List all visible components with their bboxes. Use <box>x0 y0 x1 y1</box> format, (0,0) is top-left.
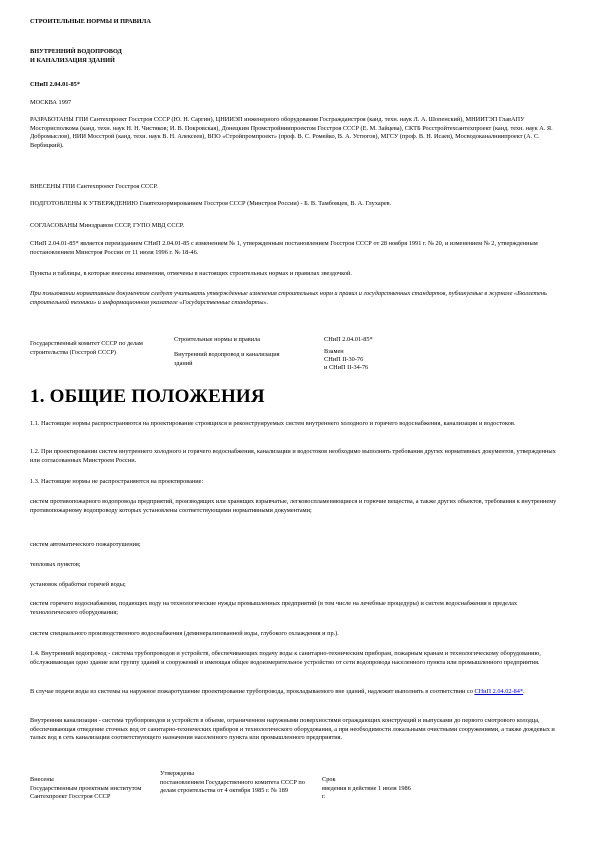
list-item: систем специального производственного водоснабжения (деминерализованной воды, глубокого охлаждения и пр.). <box>30 630 339 637</box>
footer-introduced-label: Внесены <box>30 776 54 783</box>
footer-approved-by: постановлением Государственного комитета СССР по делам строительства от 4 октября 1985 г. № 189 <box>160 778 305 795</box>
prepared-paragraph: ПОДГОТОВЛЕНЫ К УТВЕРЖДЕНИЮ Главтехнормированием Госстроя СССР (Минстроя России) - Б. В. Тамбовцев, В. А. Глухарев. <box>30 200 392 207</box>
doc-type: СТРОИТЕЛЬНЫЕ НОРМЫ И ПРАВИЛА <box>30 18 151 25</box>
title-block-subject: Внутренний водопровод и канализация зданий <box>174 351 280 367</box>
list-item: систем противопожарного водопровода предприятий, производящих или хранящих взрывчатые, легковоспламеняющиеся и горючие вещества, а также других объектов, требования к внутреннему противопожарному водопроводу которых установлены соответствующими нормативными документами; <box>30 498 557 514</box>
footer-term-value: введения в действие 1 июля 1986 г. <box>322 784 411 801</box>
title-block-replace-1: СНиП II-30-76 <box>324 356 364 363</box>
paragraph-1-1: 1.1. Настоящие нормы распространяются на проектирование строящихся и реконструируемых систем внутреннего холодного и горячего водоснабжения, канализации и водостоков. <box>30 420 516 427</box>
footer-approved-label: Утверждены <box>160 770 195 777</box>
developed-by-paragraph: РАЗРАБОТАНЫ ГПИ Сантехпроект Госстроя СССР (Ю. Н. Саргин), ЦНИИЭП инженерного оборудования Госгражданстроя (канд. техн. наук Л. А. Шопенский), МНИИТЭП ГлавАПУ Мосгорисполкома (канд. техн. наук Н. Н. Чистяков; И. В. Покровская), Донецким Промстройниипроектом Госстроя СССР (Е. М. Зайцева), СКТБ Росстройтехсантехпроект (канд. техн. наук А. Я. Добромыслов), НИИ Мосстрой (канд. техн. наук В. Н. Алексеев), ВПО «Стройпромпроект» (проф. В. С. Ромейко, В. А. Устюгов), МГСУ (проф. В. Н. Исаев), Мосводоканалниипроект (А. С. Вербицкий). <box>30 116 553 149</box>
footer-term <box>322 776 412 802</box>
snip-link[interactable]: СНиП 2.04.02-84* <box>474 688 524 695</box>
city-year: МОСКВА 1997 <box>30 99 72 106</box>
footer-introduced-by: Государственным проектным институтом Сантехпроект Госстроя СССР <box>30 784 142 801</box>
title-block-norms: Строительные нормы и правила <box>174 336 261 343</box>
italic-note-paragraph: При пользовании нормативным документом следует учитывать утвержденные изменения строительных норм и правил и государственных стандартов, публикуемые в журнале «Бюллетень строительной техники» и информационном указателе «Государственные стандарты». <box>30 290 547 306</box>
list-item: систем автоматического пожаротушения; <box>30 541 141 548</box>
title-block-replace-label: Взамен <box>324 348 344 355</box>
fire-paragraph <box>30 688 565 697</box>
doc-code: СНиП 2.04.01-85* <box>30 81 80 88</box>
section-heading: 1. ОБЩИЕ ПОЛОЖЕНИЯ <box>30 386 265 407</box>
list-item: установок обработки горячей воды; <box>30 581 126 588</box>
footer-introduced <box>30 776 142 802</box>
title-block-replace-2: и СНиП II-34-76 <box>324 364 369 371</box>
paragraph-1-4: 1.4. Внутренний водопровод - система трубопроводов и устройств, обеспечивающих подачу воды к санитарно-техническим приборам, пожарным кранам и технологическому оборудованию, обслуживающая одно здание или группу зданий и сооружений и имеющая общее водоизмерительное устройство от сети водопровода населенного пункта или промышленного предприятия. <box>30 650 541 666</box>
agreed-paragraph: СОГЛАСОВАНЫ Минздравом СССР, ГУПО МВД СССР. <box>30 222 185 229</box>
doc-title-line-2: И КАНАЛИЗАЦИЯ ЗДАНИЙ <box>30 57 115 64</box>
footer-term-label: Срок <box>322 776 336 783</box>
sewer-paragraph: Внутренняя канализация - система трубопроводов и устройств в объеме, ограниченном наружными поверхностями ограждающих конструкций и выпусками до первого смотрового колодца, обеспечивающая отведение сточных вод от санитарно-технических приборов и технологического оборудования, а при необходимости локальными очистными сооружениями, а также дождевых и талых вод в сеть канализации соответствующего назначения населенного пункта или промышленного предприятия. <box>30 717 555 742</box>
introduced-paragraph: ВНЕСЕНЫ ГПИ Сантехпроект Госстроя СССР. <box>30 183 158 190</box>
reissue-paragraph: СНиП 2.04.01-85* является переизданием СНиП 2.04.01-85 с изменением № 1, утвержденным постановлением Госстроя СССР от 28 ноября 1991 г. № 20, и изменением № 2, утвержденным постановлением Минстроя России от 11 июля 1996 г. № 18-46. <box>30 240 538 256</box>
paragraph-1-2: 1.2. При проектировании систем внутреннего холодного и горячего водоснабжения, канализации и водостоков необходимо выполнять требования других нормативных документов, утвержденных или согласованных Минстроем России. <box>30 448 556 464</box>
list-item: тепловых пунктов; <box>30 561 81 568</box>
paragraph-1-3: 1.3. Настоящие нормы не распространяются на проектирование: <box>30 478 204 485</box>
fire-paragraph-text: В случае подачи воды из системы на наружное пожаротушение проектирование трубопровода, прокладываемого вне зданий, надлежит выполнять в соответствии со <box>30 688 475 695</box>
title-block-committee: Государственный комитет СССР по делам строительства (Госстрой СССР) <box>30 340 143 356</box>
stars-note-paragraph: Пункты и таблицы, в которые внесены изменения, отмечены в настоящих строительных нормах и правилах звездочкой. <box>30 270 352 277</box>
list-item: систем горячего водоснабжения, подающих воду на технологические нужды промышленных предприятий (в том числе на лечебные процедуры) и систем водоснабжения в пределах технологического оборудования; <box>30 600 518 616</box>
doc-title-line-1: ВНУТРЕННИЙ ВОДОПРОВОД <box>30 48 122 55</box>
footer-approved <box>160 770 310 796</box>
fire-paragraph-end: . <box>523 688 525 695</box>
title-block-code: СНиП 2.04.01-85* <box>324 336 373 343</box>
